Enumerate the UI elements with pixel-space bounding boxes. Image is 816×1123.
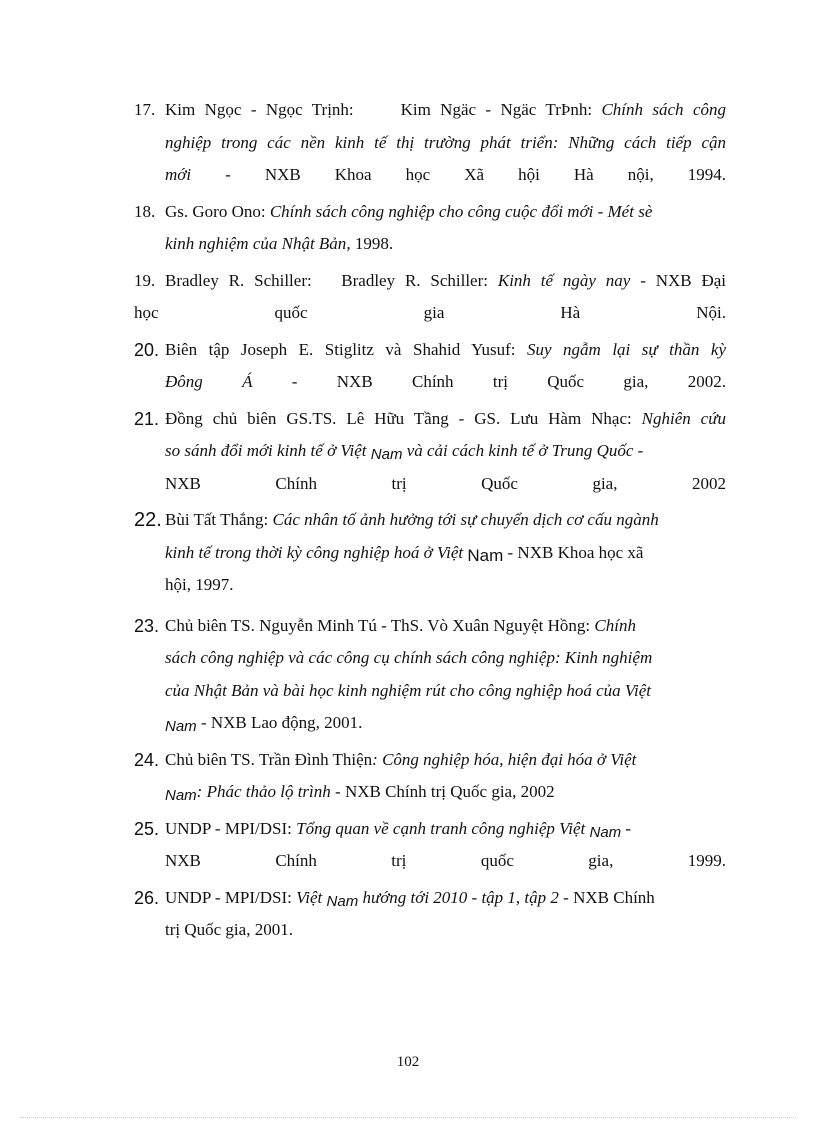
reference-item — [134, 744, 726, 809]
reference-number: 18. — [134, 201, 156, 221]
reference-number: 19. — [134, 270, 156, 290]
reference-line: Đồng chủ biên GS.TS. Lê Hữu Tầng - GS. Lưu Hàm Nhạc: Nghiên cứu — [165, 408, 726, 428]
reference-number: 21. — [134, 408, 160, 429]
reference-line: học quốc gia Hà Nội. — [134, 303, 726, 322]
reference-line: sách công nghiệp và các công cụ chính sách công nghiệp: Kinh nghiệm — [165, 648, 653, 667]
reference-line: mới - NXB Khoa học Xã hội Hà nội, 1994. — [165, 165, 726, 184]
page-bottom-rule — [20, 1117, 796, 1118]
reference-line: trị Quốc gia, 2001. — [165, 920, 293, 939]
reference-line: NXB Chính trị Quốc gia, 2002 — [165, 473, 726, 493]
reference-number: 17. — [134, 100, 156, 119]
reference-item — [134, 813, 726, 878]
reference-line: UNDP - MPI/DSI: Việt Nam hướng tới 2010 - tập 1, tập 2 - NXB Chính — [165, 887, 655, 910]
reference-item — [134, 610, 726, 740]
reference-number: 24. — [134, 749, 160, 770]
reference-item — [134, 882, 726, 947]
reference-line: của Nhật Bản và bài học kinh nghiệm rút cho công nghiệp hoá của Việt — [165, 680, 651, 700]
reference-item — [134, 94, 726, 192]
reference-number: 22. — [134, 509, 162, 531]
reference-line: Chủ biên TS. Nguyễn Minh Tú - ThS. Vò Xuân Nguyệt Hồng: Chính — [165, 615, 636, 635]
reference-line: UNDP - MPI/DSI: Tổng quan về cạnh tranh công nghiệp Việt Nam - — [165, 818, 632, 841]
reference-item — [134, 196, 726, 261]
reference-number: 20. — [134, 339, 160, 360]
reference-line: hội, 1997. — [165, 575, 234, 594]
page-number: 102 — [396, 1054, 420, 1070]
reference-line: Nam - NXB Lao động, 2001. — [165, 713, 363, 735]
reference-line: kinh tế trong thời kỳ công nghiệp hoá ở Việt Nam - NXB Khoa học xã — [165, 542, 644, 565]
reference-item — [134, 265, 726, 330]
reference-line: Bùi Tất Thắng: Các nhân tố ảnh hưởng tới sự chuyển dịch cơ cấu ngành — [165, 510, 659, 529]
reference-line: Đông Á - NXB Chính trị Quốc gia, 2002. — [165, 372, 726, 391]
reference-line: Kim Ngọc - Ngọc Trịnh: Kim Ngäc - Ngäc TrÞnh: Chính sách công — [165, 100, 726, 119]
reference-item — [134, 403, 726, 501]
reference-line: NXB Chính trị quốc gia, 1999. — [165, 851, 726, 870]
reference-line: Bradley R. Schiller: Bradley R. Schiller: Kinh tế ngày nay - NXB Đại — [165, 270, 726, 290]
reference-line: nghiệp trong các nền kinh tế thị trường phát triển: Những cách tiếp cận — [165, 132, 726, 152]
reference-line: Chủ biên TS. Trần Đình Thiện: Công nghiệp hóa, hiện đại hóa ở Việt — [165, 749, 637, 769]
reference-line: Biên tập Joseph E. Stiglitz và Shahid Yusuf: Suy ngẫm lại sự thần kỳ — [165, 339, 726, 359]
reference-line: Nam: Phác thảo lộ trình - NXB Chính trị Quốc gia, 2002 — [165, 782, 555, 804]
reference-list — [134, 94, 726, 951]
reference-number: 26. — [134, 887, 160, 908]
reference-item — [134, 504, 726, 602]
reference-number: 23. — [134, 615, 160, 636]
reference-number: 25. — [134, 818, 160, 839]
reference-item — [134, 334, 726, 399]
reference-line: Gs. Goro Ono: Chính sách công nghiệp cho công cuộc đổi mới - Mét sè — [165, 201, 653, 221]
reference-line: kinh nghiệm của Nhật Bản, 1998. — [165, 234, 394, 253]
reference-line: so sánh đổi mới kinh tế ở Việt Nam và cải cách kinh tế ở Trung Quốc - — [165, 441, 644, 463]
